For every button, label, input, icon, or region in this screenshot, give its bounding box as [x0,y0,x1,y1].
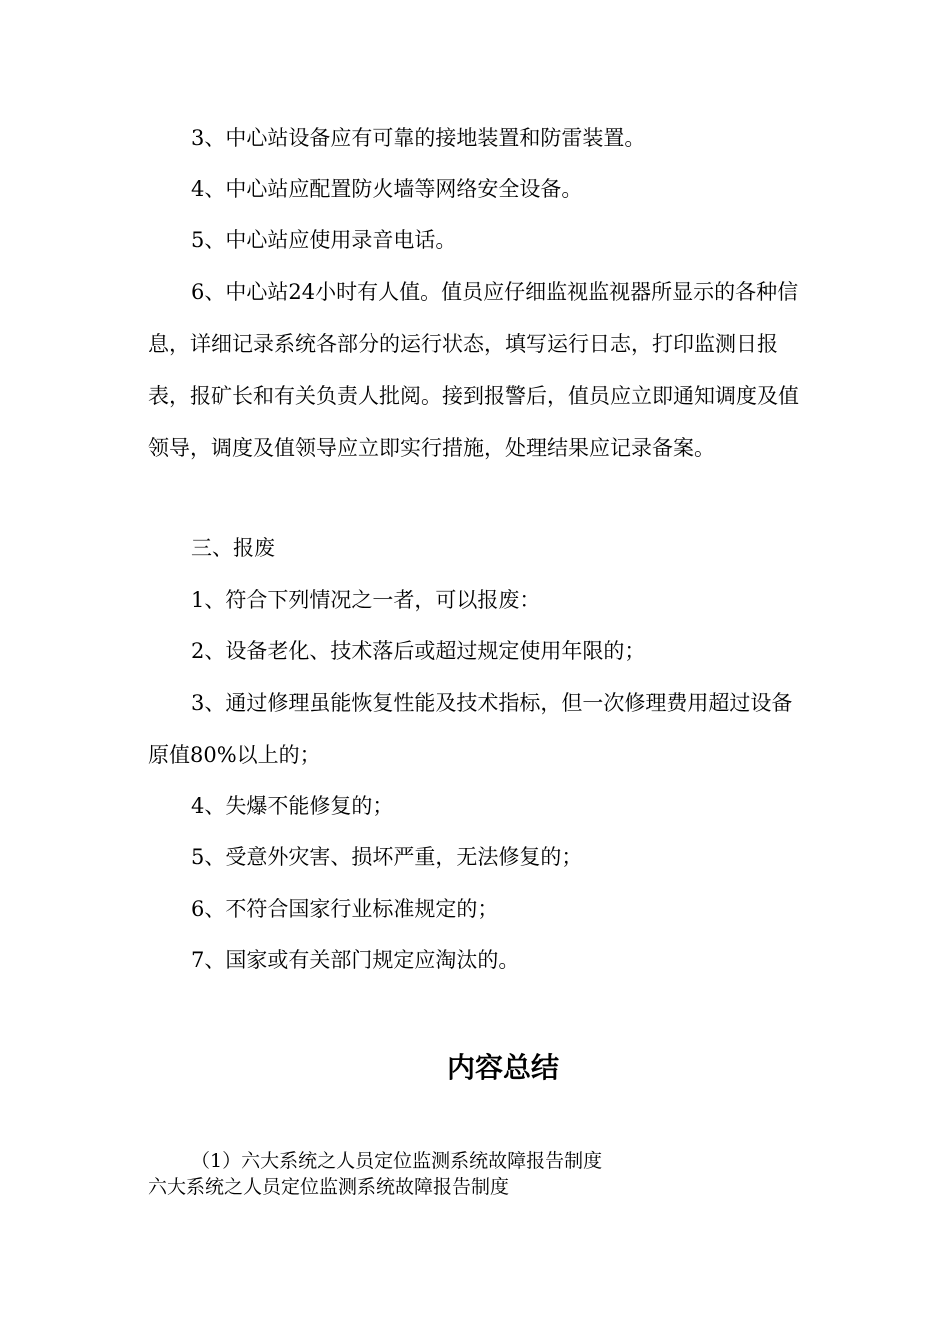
summary-line-1: （1）六大系统之人员定位监测系统故障报告制度 [191,1150,603,1172]
paragraph-item-4: 4、中心站应配置防火墙等网络安全设备。 [191,177,583,201]
paragraph-item-3: 3、中心站设备应有可靠的接地装置和防雷装置。 [191,126,646,150]
section-heading-scrap: 三、报废 [191,536,275,560]
paragraph-scrap-7: 7、国家或有关部门规定应淘汰的。 [191,948,520,972]
paragraph-scrap-3: 3、通过修理虽能恢复性能及技术指标，但一次修理费用超过设备原值80%以上的； [148,691,793,767]
paragraph-scrap-5: 5、受意外灾害、损坏严重，无法修复的； [191,845,583,869]
paragraph-scrap-2: 2、设备老化、技术落后或超过规定使用年限的； [191,639,646,663]
paragraph-scrap-6: 6、不符合国家行业标准规定的； [191,897,499,921]
paragraph-scrap-1: 1、符合下列情况之一者，可以报废： [191,588,541,612]
summary-line-2: 六大系统之人员定位监测系统故障报告制度 [148,1176,510,1198]
summary-title: 内容总结 [446,1051,559,1084]
paragraph-item-5: 5、中心站应使用录音电话。 [191,228,457,252]
paragraph-item-6: 6、中心站24小时有人值。值员应仔细监视监视器所显示的各种信息，详细记录系统各部分的运行状态，填写运行日志，打印监测日报表，报矿长和有关负责人批阅。接到报警后，值员应立即通知调度及值领导，调度及值领导应立即实行措施，处理结果应记录备案。 [148,280,799,460]
paragraph-scrap-4: 4、失爆不能修复的； [191,794,394,818]
